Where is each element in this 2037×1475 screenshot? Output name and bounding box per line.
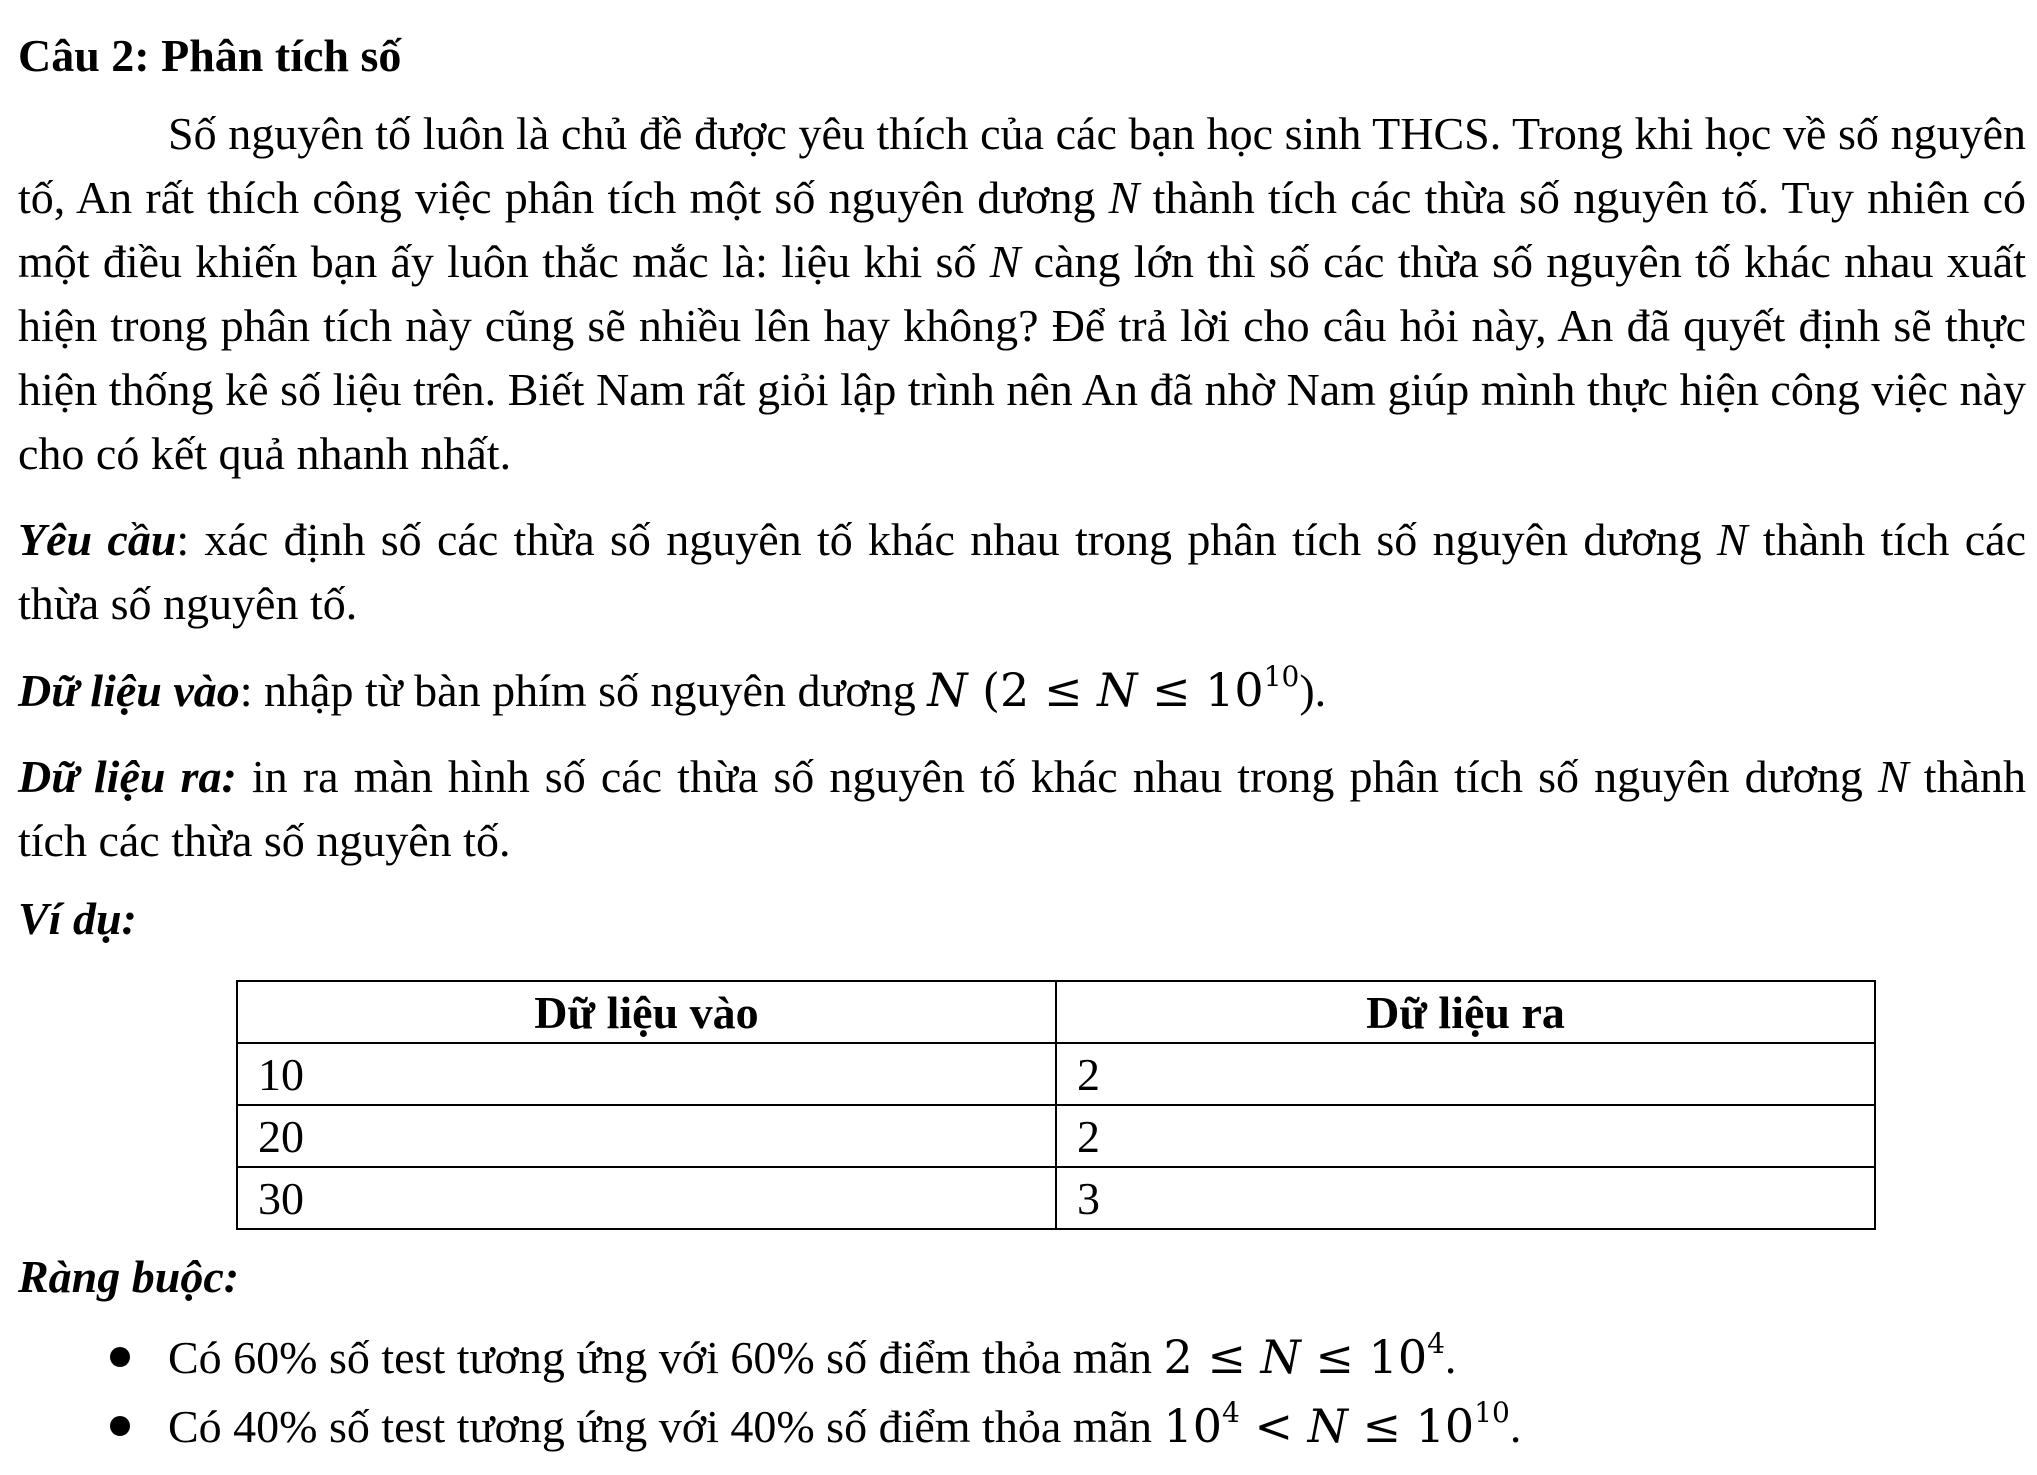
intro-text-1: Số nguyên tố luôn là chủ đề được yêu thích của các bạn học sinh THCS. Trong khi học về số nguyên tố, An rất thích công việc phân tích một số nguyên dương [18,108,2026,223]
input-label: Dữ liệu vào [18,665,240,716]
table-row [237,1105,1875,1167]
question-title: Câu 2: Phân tích số [18,30,402,81]
var-n: N [1260,1330,1301,1384]
intro-paragraph [18,102,2026,486]
output-paragraph [18,745,2026,873]
constraints-label: Ràng buộc: [18,1251,240,1302]
table-cell: 30 [237,1167,1056,1229]
math-open: (2 ≤ [967,663,1098,717]
exponent: 10 [1474,1395,1510,1429]
exponent: 4 [1222,1395,1240,1429]
requirement-text-1: : xác định số các thừa số nguyên tố khác nhau trong phân tích số nguyên dương [176,514,1717,565]
tail: . [1444,1332,1457,1383]
exponent: 4 [1427,1326,1445,1360]
bullet-icon [110,1416,130,1436]
intro-text-3: càng lớn thì số các thừa số nguyên tố khác nhau xuất hiện trong phân tích này cũng sẽ nhiều lên hay không? Để trả lời cho câu hỏi này, An đã quyết định sẽ thực hiện thống kê số liệu trên. Biết Nam rất giỏi lập trình nên An đã nhờ Nam giúp mình thực hiện công việc này cho có kết quả nhanh nhất. [18,236,2027,479]
table-cell: 10 [237,1043,1056,1105]
var-n: N [1716,514,1748,565]
bullet-icon [110,1347,130,1367]
constraints-section [18,1245,1521,1461]
output-text-2: thành tích các thừa số nguyên tố. [18,751,2026,866]
table-cell: 3 [1056,1167,1875,1229]
math-a: 10 [1163,1399,1222,1453]
tail: . [1509,1401,1522,1452]
list-item [18,1392,1521,1461]
math-b: ≤ 10 [1347,1399,1475,1453]
intro-text-2: thành tích các thừa số nguyên tố. Tuy nhiên có một điều khiến bạn ấy luôn thắc mắc là: liệu khi số [18,172,2026,287]
table-row [237,1167,1875,1229]
math-mid: ≤ 10 [1137,663,1264,717]
table-cell: 2 [1056,1043,1875,1105]
var-n: N [1108,172,1140,223]
table-header: Dữ liệu ra [1056,981,1875,1043]
requirement-paragraph [18,508,2026,636]
constraint-text: Có 40% số test tương ứng với 40% số điểm thỏa mãn [168,1401,1164,1452]
math-a: 2 ≤ [1163,1330,1261,1384]
example-table [236,980,1876,1230]
var-n: N [1307,1399,1348,1453]
requirement-text-2: thành tích các thừa số nguyên tố. [18,514,2026,629]
table-cell: 2 [1056,1105,1875,1167]
table-cell: 20 [237,1105,1056,1167]
var-n: N [927,663,968,717]
output-label: Dữ liệu ra: [18,751,237,802]
list-item [18,1323,1521,1392]
table-header: Dữ liệu vào [237,981,1056,1043]
table-header-row [237,981,1875,1043]
input-text: : nhập từ bàn phím số nguyên dương [239,665,928,716]
exponent: 10 [1263,659,1300,693]
output-text-1: in ra màn hình số các thừa số nguyên tố khác nhau trong phân tích số nguyên dương [236,751,1878,802]
input-paragraph [18,658,2026,723]
math-mid: < [1239,1399,1308,1453]
constraint-text: Có 60% số test tương ứng với 60% số điểm thỏa mãn [168,1332,1164,1383]
requirement-label: Yêu cầu [18,514,177,565]
document-page [18,24,2026,951]
var-n: N [1878,751,1909,802]
var-n: N [989,236,1021,287]
table-row [237,1043,1875,1105]
var-n: N [1097,663,1138,717]
math-b: ≤ 10 [1300,1330,1428,1384]
example-label: Ví dụ: [18,893,137,944]
math-close: ). [1299,665,1327,716]
constraints-list [18,1323,1521,1461]
